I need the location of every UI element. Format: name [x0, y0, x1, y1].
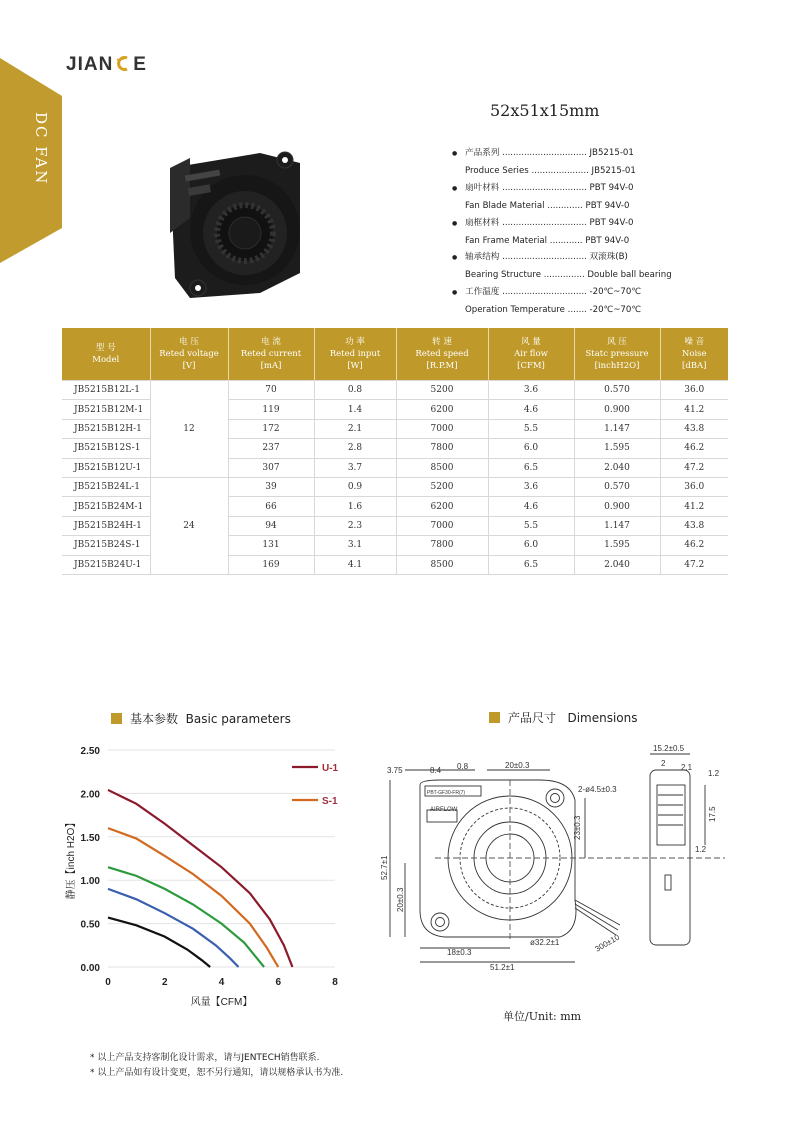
table-cell: 2.3 — [314, 516, 396, 535]
table-header-cell — [62, 328, 150, 381]
table-cell: 36.0 — [660, 477, 728, 496]
header-unit: [V] — [182, 361, 196, 371]
bullet-icon: ● — [452, 289, 458, 297]
table-cell: 6.0 — [488, 439, 574, 458]
header-unit: [inchH2O] — [594, 361, 640, 371]
table-cell: 41.2 — [660, 497, 728, 516]
note-custom: * 以上产品支持客制化设计需求，请与JENTECH销售联系. — [90, 1053, 320, 1063]
dim-label: 20±0.3 — [505, 761, 530, 770]
voltage-cell: 12 — [150, 381, 228, 478]
header-en: Noise — [681, 349, 707, 359]
heading-cn: 基本参数 — [130, 712, 179, 726]
legend-label: S-1 — [322, 796, 338, 807]
header-en: Model — [92, 355, 120, 365]
header-en: Statc pressure — [585, 349, 649, 359]
header-en: Reted input — [329, 349, 381, 359]
model-cell: JB5215B24M-1 — [62, 497, 150, 516]
y-tick-label: 1.50 — [80, 832, 100, 844]
table-cell: 46.2 — [660, 536, 728, 555]
dim-label: 15.2±0.5 — [653, 744, 685, 753]
fan-product-photo — [160, 138, 310, 308]
table-cell: 237 — [228, 439, 314, 458]
brand-logo: JIAN E — [66, 54, 147, 75]
header-cn: 型 号 — [95, 343, 116, 353]
table-header-cell — [660, 328, 728, 381]
header-cn: 转 速 — [432, 337, 452, 347]
header-unit: [mA] — [260, 361, 282, 371]
spec-line — [452, 284, 752, 302]
table-cell: 0.900 — [574, 497, 660, 516]
table-cell: 1.6 — [314, 497, 396, 516]
spec-line — [452, 302, 752, 319]
dim-label: 2 — [661, 759, 666, 768]
dim-label: ø32.2±1 — [530, 938, 560, 947]
table-cell: 36.0 — [660, 381, 728, 400]
table-cell: 119 — [228, 400, 314, 419]
table-header-cell — [228, 328, 314, 381]
table-cell: 131 — [228, 536, 314, 555]
x-tick-label: 2 — [161, 977, 168, 988]
model-cell: JB5215B24L-1 — [62, 477, 150, 496]
table-header-cell — [488, 328, 574, 381]
y-tick-label: 0.00 — [80, 963, 100, 974]
dim-label: 51.2±1 — [490, 963, 515, 972]
table-cell: 7800 — [396, 536, 488, 555]
dim-label: 20±0.3 — [396, 887, 405, 912]
dim-label: 52.7±1 — [380, 855, 389, 880]
y-tick-label: 2.50 — [80, 746, 100, 757]
dim-label: 0.8 — [457, 762, 469, 771]
spec-table — [62, 328, 728, 575]
table-cell: 0.570 — [574, 477, 660, 496]
series-line — [108, 867, 264, 967]
table-cell: 6.5 — [488, 458, 574, 477]
dim-label: 23±0.3 — [573, 815, 582, 840]
table-cell: 70 — [228, 381, 314, 400]
table-cell: 2.1 — [314, 419, 396, 438]
spec-text: 扇框材料 ............................... PBT 94V-0 — [465, 217, 634, 228]
y-axis-label: 静压【inch H2O】 — [66, 817, 77, 900]
table-cell: 5.5 — [488, 419, 574, 438]
table-cell: 2.040 — [574, 555, 660, 574]
table-cell: 5200 — [396, 477, 488, 496]
table-cell: 46.2 — [660, 439, 728, 458]
x-axis-label: 风量【CFM】 — [190, 997, 253, 1008]
spec-line — [452, 233, 752, 250]
dim-label: 300±10 — [593, 932, 622, 954]
table-row — [62, 381, 728, 400]
spec-text: Operation Temperature ....... -20℃~70℃ — [465, 305, 641, 316]
table-cell: 0.570 — [574, 381, 660, 400]
table-cell: 8500 — [396, 555, 488, 574]
header-unit: [W] — [347, 361, 363, 371]
dim-label: 1.2 — [695, 845, 707, 854]
header-unit: [CFM] — [517, 361, 545, 371]
table-header-row — [62, 328, 728, 381]
spec-line — [452, 267, 752, 284]
y-tick-label: 1.00 — [80, 876, 100, 888]
model-cell: JB5215B24U-1 — [62, 555, 150, 574]
dim-label: 3.75 — [387, 766, 403, 775]
table-cell: 41.2 — [660, 400, 728, 419]
model-cell: JB5215B12S-1 — [62, 439, 150, 458]
header-unit: [R.P.M] — [426, 361, 458, 371]
table-cell: 6.5 — [488, 555, 574, 574]
model-cell: JB5215B12M-1 — [62, 400, 150, 419]
table-cell: 8500 — [396, 458, 488, 477]
table-cell: 94 — [228, 516, 314, 535]
spec-list — [452, 145, 752, 319]
table-cell: 6200 — [396, 400, 488, 419]
table-header-cell — [150, 328, 228, 381]
x-tick-label: 0 — [105, 977, 111, 988]
table-cell: 1.147 — [574, 419, 660, 438]
series-line — [108, 889, 239, 967]
model-cell: JB5215B24S-1 — [62, 536, 150, 555]
spec-text: Produce Series ..................... JB5215-01 — [465, 165, 636, 176]
heading-square-icon — [489, 712, 500, 723]
header-cn: 电 压 — [179, 337, 199, 347]
x-tick-label: 4 — [218, 977, 225, 988]
bullet-icon: ● — [452, 184, 458, 192]
table-cell: 66 — [228, 497, 314, 516]
table-cell: 0.8 — [314, 381, 396, 400]
table-cell: 6200 — [396, 497, 488, 516]
table-cell: 43.8 — [660, 516, 728, 535]
model-cell: JB5215B24H-1 — [62, 516, 150, 535]
heading-cn: 产品尺寸 — [508, 711, 557, 725]
table-cell: 172 — [228, 419, 314, 438]
table-cell: 0.900 — [574, 400, 660, 419]
table-cell: 307 — [228, 458, 314, 477]
spec-text: Bearing Structure ............... Double ball bearing — [465, 270, 672, 281]
x-tick-label: 6 — [275, 977, 282, 988]
spec-line — [452, 163, 752, 180]
table-cell: 43.8 — [660, 419, 728, 438]
table-header-cell — [574, 328, 660, 381]
bullet-icon: ● — [452, 254, 458, 262]
dim-label: 2.1 — [681, 763, 693, 772]
table-cell: 1.147 — [574, 516, 660, 535]
spec-line — [452, 180, 752, 198]
spec-text: 产品系列 ............................... JB5215-01 — [465, 148, 634, 158]
header-cn: 风 压 — [607, 337, 627, 347]
table-header-cell — [314, 328, 396, 381]
table-cell: 47.2 — [660, 555, 728, 574]
side-banner-text: DC FAN — [32, 112, 50, 186]
header-unit: [dBA] — [682, 361, 707, 371]
dim-label: 2-ø4.5±0.3 — [578, 785, 617, 794]
table-cell: 4.6 — [488, 497, 574, 516]
table-cell: 39 — [228, 477, 314, 496]
unit-label: 单位/Unit: mm — [503, 1010, 582, 1023]
voltage-cell: 24 — [150, 477, 228, 574]
heading-en: Dimensions — [567, 711, 638, 725]
table-cell: 5.5 — [488, 516, 574, 535]
table-cell: 2.040 — [574, 458, 660, 477]
x-tick-label: 8 — [332, 977, 338, 988]
table-cell: 2.8 — [314, 439, 396, 458]
table-header-cell — [396, 328, 488, 381]
note-changes: * 以上产品如有设计变更，恕不另行通知，请以规格承认书为准. — [90, 1068, 344, 1078]
dim-label: 8.4 — [430, 766, 442, 775]
spec-line — [452, 198, 752, 215]
header-en: Reted voltage — [159, 349, 219, 359]
table-cell: 7800 — [396, 439, 488, 458]
table-cell: 7000 — [396, 419, 488, 438]
table-cell: 0.9 — [314, 477, 396, 496]
product-size-title: 52x51x15mm — [490, 101, 600, 120]
spec-text: Fan Frame Material ............ PBT 94V-0 — [465, 235, 630, 246]
table-cell: 3.7 — [314, 458, 396, 477]
bullet-icon: ● — [452, 150, 458, 157]
dim-label: 17.5 — [708, 806, 717, 822]
header-en: Reted speed — [415, 349, 469, 359]
table-cell: 169 — [228, 555, 314, 574]
spec-text: 扇叶材料 ............................... PBT 94V-0 — [465, 182, 634, 193]
spec-text: Fan Blade Material ............. PBT 94V-0 — [465, 200, 630, 211]
header-cn: 风 量 — [521, 337, 541, 347]
table-cell: 3.1 — [314, 536, 396, 555]
heading-square-icon — [111, 713, 122, 724]
airflow-label: AIRFLOW — [430, 807, 458, 813]
basic-parameters-heading — [111, 710, 291, 727]
table-cell: 4.6 — [488, 400, 574, 419]
header-en: Air flow — [514, 349, 548, 359]
y-tick-label: 2.00 — [80, 789, 100, 801]
y-tick-label: 0.50 — [80, 919, 100, 931]
pq-curve-chart — [60, 735, 350, 1010]
header-cn: 功 率 — [345, 337, 365, 347]
heading-en: Basic parameters — [185, 712, 291, 726]
spec-line — [452, 215, 752, 233]
bullet-icon: ● — [452, 219, 458, 227]
series-line — [108, 918, 210, 967]
table-cell: 5200 — [396, 381, 488, 400]
table-cell: 1.595 — [574, 439, 660, 458]
table-row — [62, 477, 728, 496]
table-cell: 6.0 — [488, 536, 574, 555]
spec-line — [452, 145, 752, 163]
header-cn: 电 流 — [261, 337, 281, 347]
table-cell: 4.1 — [314, 555, 396, 574]
header-en: Reted current — [240, 349, 302, 359]
model-cell: JB5215B12H-1 — [62, 419, 150, 438]
dimension-drawing — [375, 740, 730, 975]
model-cell: JB5215B12L-1 — [62, 381, 150, 400]
legend-label: U-1 — [322, 763, 339, 774]
spec-text: 轴承结构 ............................... 双滚珠(B) — [465, 252, 628, 263]
spec-line — [452, 249, 752, 267]
table-cell: 3.6 — [488, 477, 574, 496]
header-cn: 噪 音 — [684, 337, 705, 347]
table-cell: 7000 — [396, 516, 488, 535]
table-cell: 1.595 — [574, 536, 660, 555]
material-label: PBT-GF30-FR(7) — [427, 790, 466, 796]
table-cell: 3.6 — [488, 381, 574, 400]
table-cell: 1.4 — [314, 400, 396, 419]
table-cell: 47.2 — [660, 458, 728, 477]
dim-label: 18±0.3 — [447, 948, 472, 957]
model-cell: JB5215B12U-1 — [62, 458, 150, 477]
dim-label: 1.2 — [708, 769, 720, 778]
sun-logo-icon — [113, 56, 133, 71]
spec-text: 工作温度 ............................... -20℃~70℃ — [465, 287, 641, 298]
dimensions-heading — [489, 709, 638, 726]
